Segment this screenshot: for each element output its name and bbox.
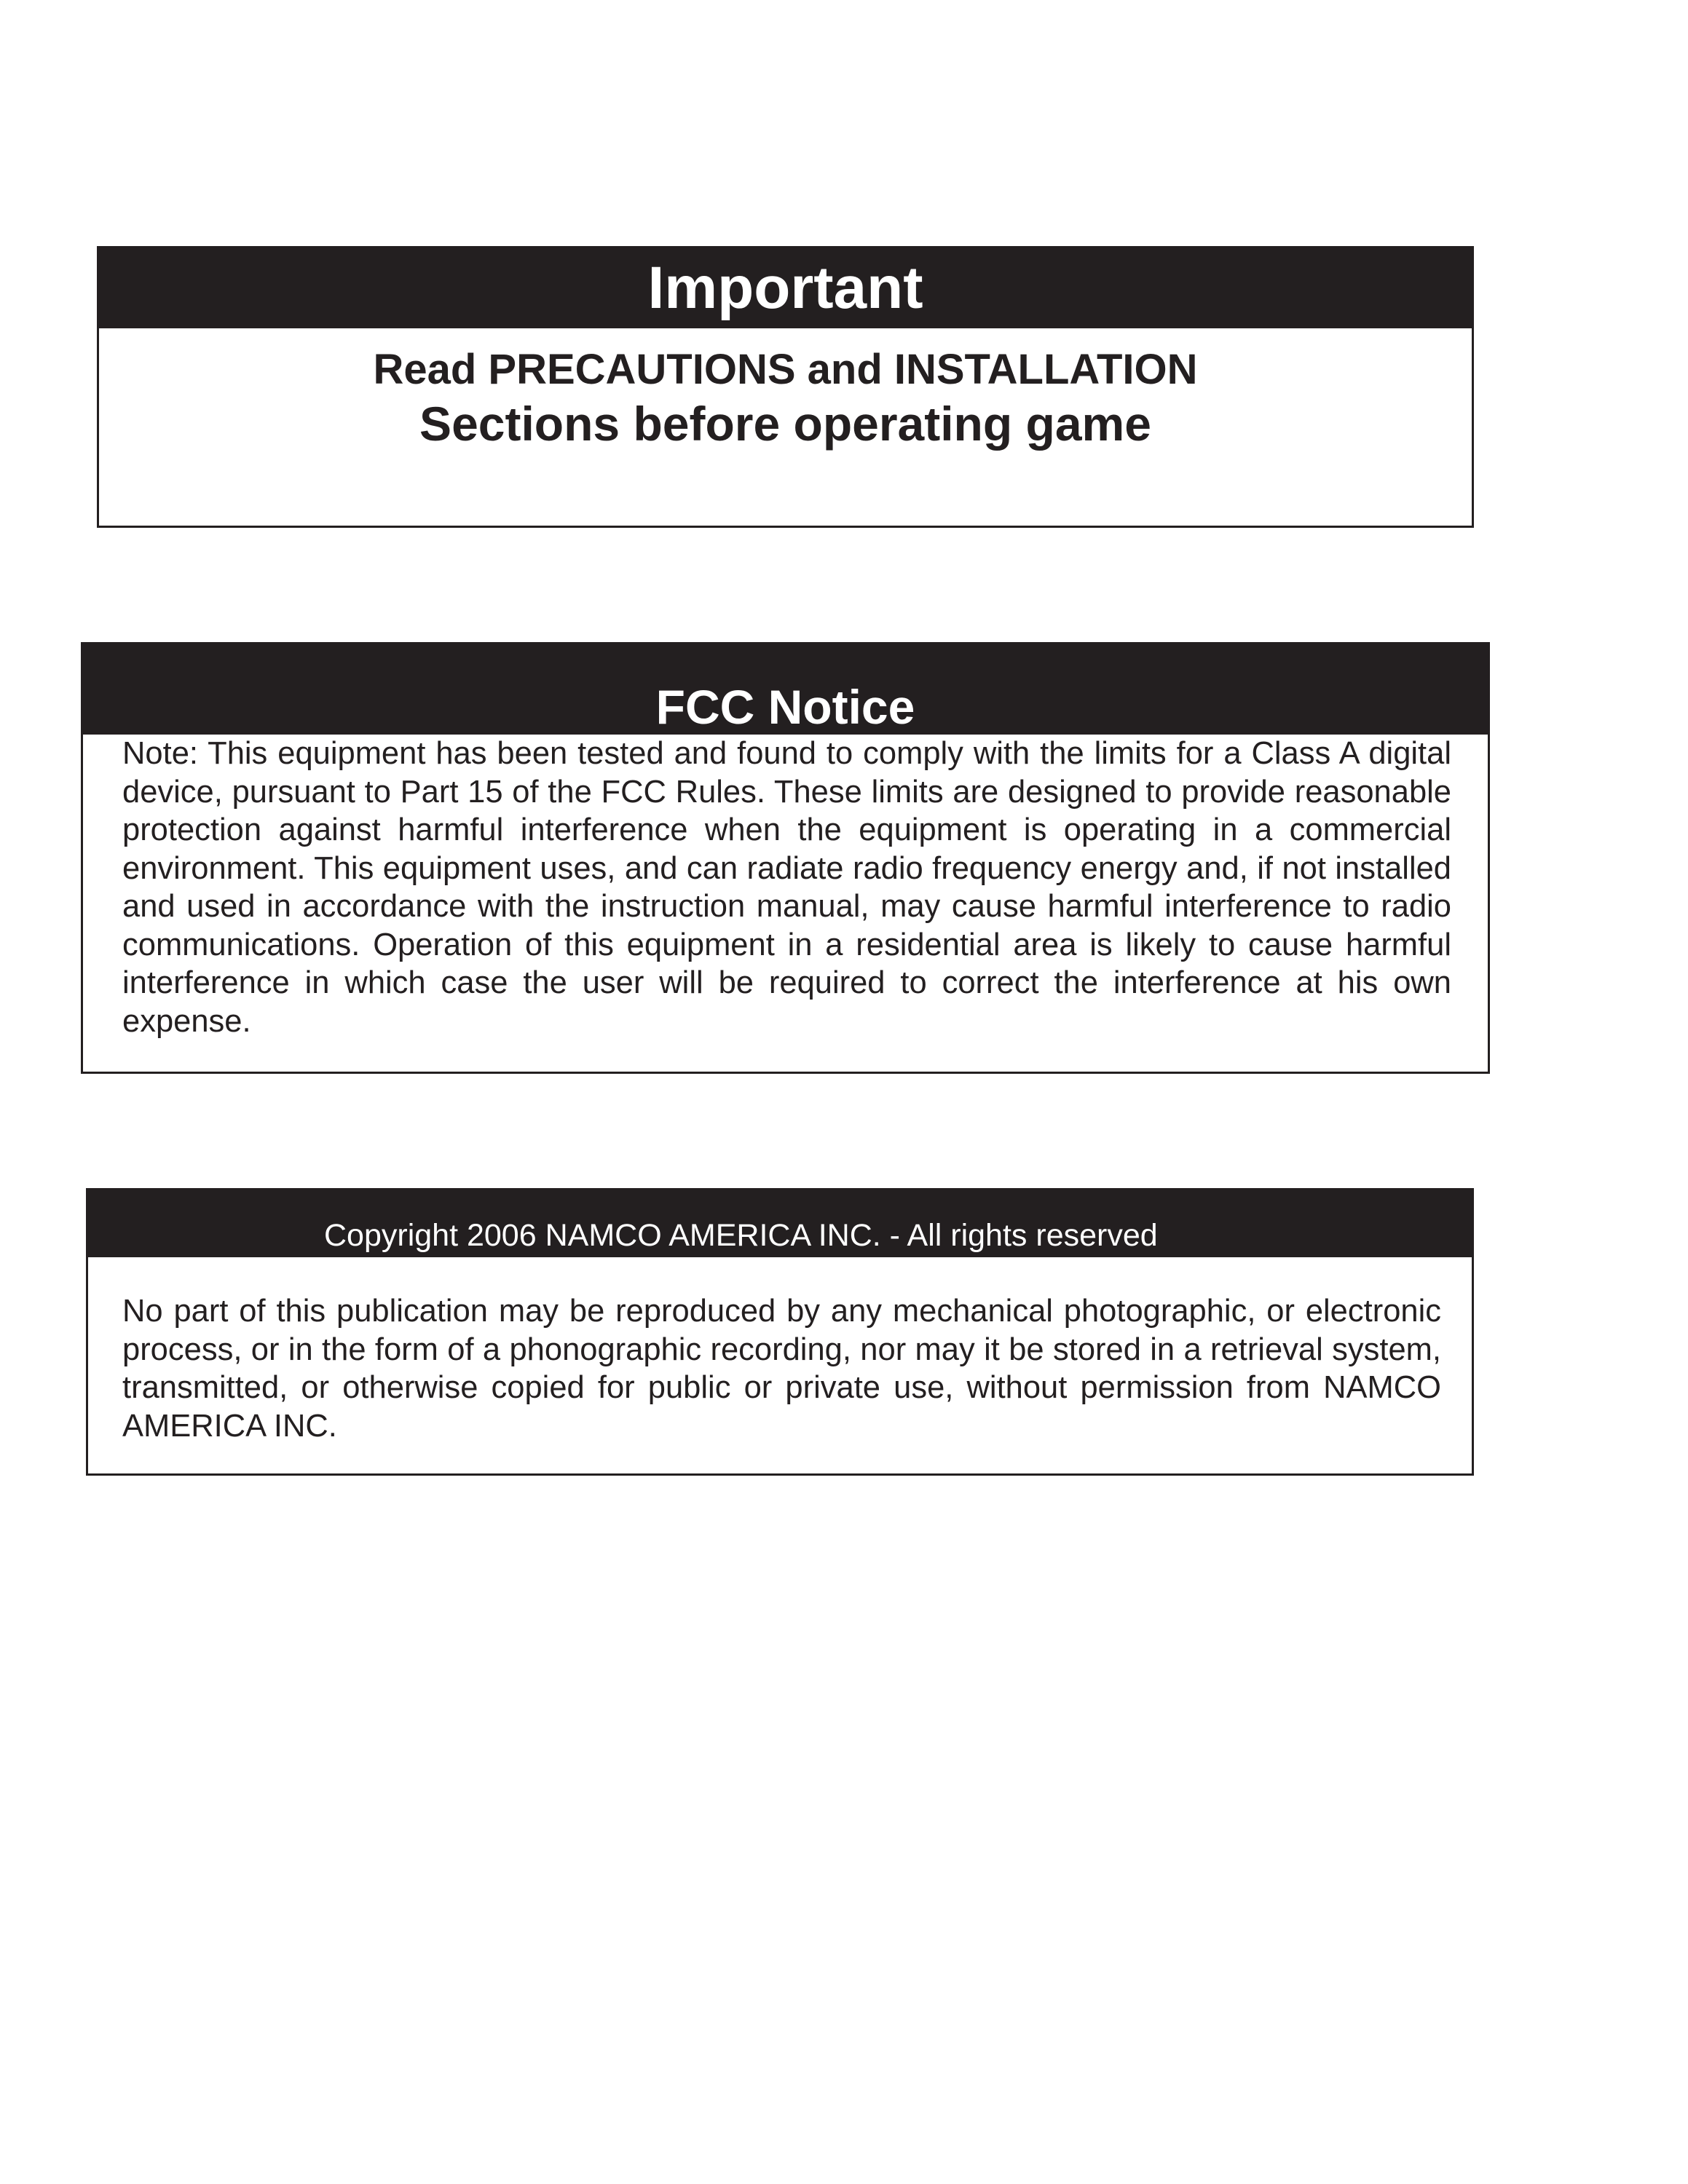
fcc-notice-text: Note: This equipment has been tested and found to comply with the limits for a Class A digital device, pursuant to Part 15 of the FCC Rules. These limits are designed to provide reasonable protection against harmful interference when the equipment is operating in a commercial environment. This equipment uses, and can radiate radio frequency energy and, if not installed and used in accordance with the instruction manual, may cause harmful interference to radio communications. Operation of this equipment in a residential area is likely to cause harmful interference in which case the user will be required to correct the interference at his own expense. — [122, 736, 1451, 1039]
important-header-bar — [99, 248, 1472, 328]
copyright-title: Copyright 2006 NAMCO AMERICA INC. - All rights reserved — [324, 1218, 1158, 1253]
important-line-1: Read PRECAUTIONS and INSTALLATION — [373, 346, 1198, 393]
important-notice-box — [97, 246, 1474, 528]
copyright-box — [86, 1188, 1474, 1476]
important-line-2: Sections before operating game — [419, 397, 1151, 451]
fcc-notice-box — [81, 642, 1490, 1074]
copyright-text: No part of this publication may be reproduced by any mechanical photographic, or electronic process, or in the form of a phonographic recording, nor may it be stored in a retrieval system, transmitted, or otherwise copied for public or private use, without permission from NAMCO AMERICA INC. — [122, 1294, 1441, 1444]
fcc-header-bar — [83, 644, 1488, 735]
important-title: Important — [647, 255, 923, 321]
fcc-title: FCC Notice — [655, 680, 915, 734]
copyright-header-bar — [88, 1190, 1472, 1257]
